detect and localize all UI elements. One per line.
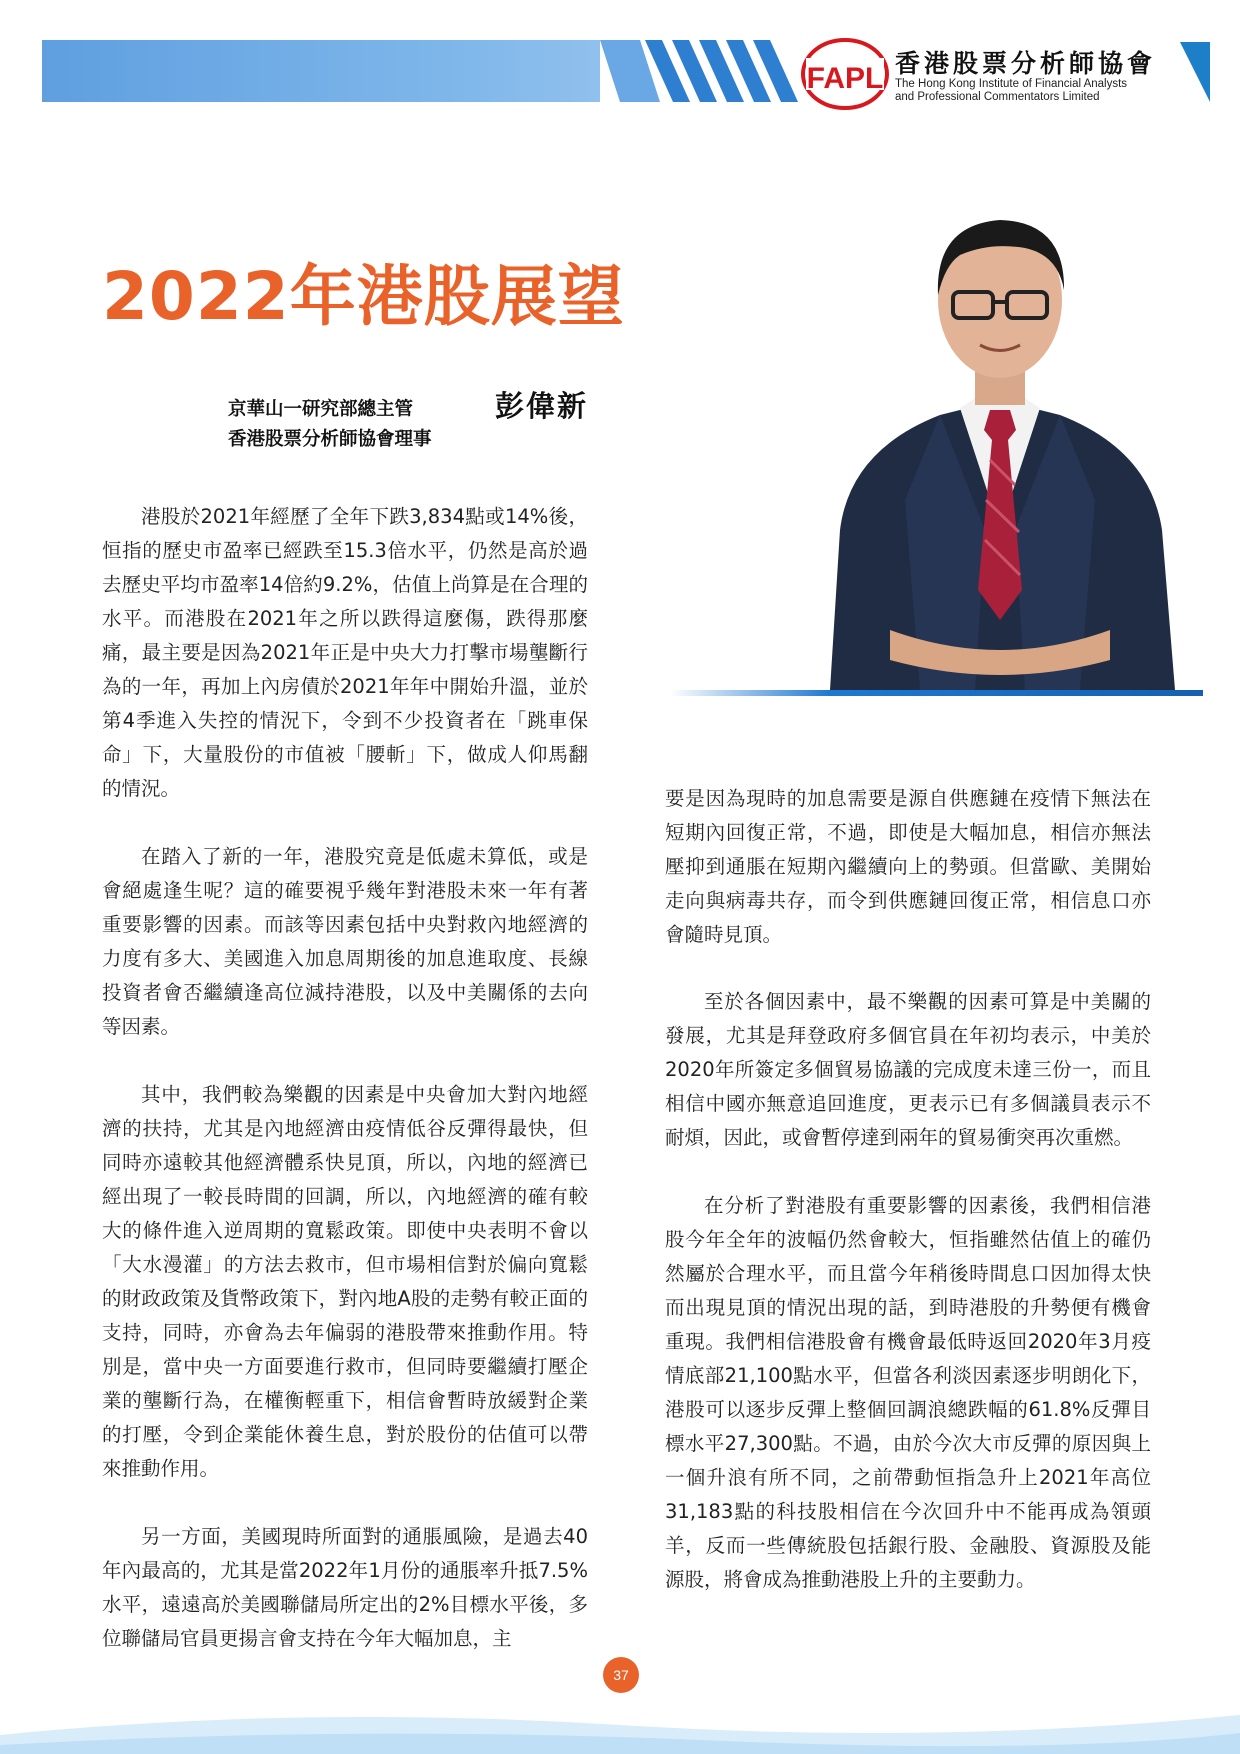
- org-name-english-line2: and Professional Commentators Limited: [895, 91, 1100, 103]
- paragraph-continued: 要是因為現時的加息需要是源自供應鏈在疫情下無法在短期內回復正常，不過，即使是大幅加息，相信亦無法壓抑到通脹在短期內繼續向上的勢頭。但當歐、美開始走向與病毒共存，而令到供應鏈回復正常，相信息口亦會隨時見頂。: [665, 787, 1151, 946]
- author-role: [228, 395, 432, 455]
- article-body-right-column-continued: [665, 782, 1151, 986]
- paragraph: 其中，我們較為樂觀的因素是中央會加大對內地經濟的扶持，尤其是內地經濟由疫情低谷反彈得最快，但同時亦遠較其他經濟體系快見頂，所以，內地的經濟已經出現了一較長時間的回調，所以，內地經濟的確有較大的條件進入逆周期的寬鬆政策。即使中央表明不會以「大水漫灌」的方法去救市，但市場相信對於偏向寬鬆的財政政策及貨幣政策下，對內地A股的走勢有較正面的支持，同時，亦會為去年偏弱的港股帶來推動作用。特別是，當中央一方面要進行救市，但同時要繼續打壓企業的壟斷行為，在權衡輕重下，相信會暫時放緩對企業的打壓，令到企業能休養生息，對於股份的估值可以帶來推動作用。: [102, 1083, 588, 1480]
- article-body-left-column: [102, 500, 588, 1690]
- author-portrait: [810, 200, 1190, 690]
- paragraph: 至於各個因素中，最不樂觀的因素可算是中美關的發展，尤其是拜登政府多個官員在年初均表示，中美於2020年所簽定多個貿易協議的完成度未達三份一，而且相信中國亦無意追回進度，更表示已有多個議員表示不耐煩，因此，或會暫停達到兩年的貿易衝突再次重燃。: [665, 990, 1151, 1149]
- paragraph: 另一方面，美國現時所面對的通脹風險，是過去40年內最高的，尤其是當2022年1月份的通脹率升抵7.5%水平，遠遠高於美國聯儲局所定出的2%目標水平後，多位聯儲局官員更揚言會支持在今年大幅加息，主: [102, 1525, 588, 1650]
- author-name: 彭偉新: [495, 389, 589, 423]
- portrait-underline-rule: [670, 690, 1203, 696]
- page-number: 37: [603, 1657, 639, 1693]
- svg-text:FAPL: FAPL: [806, 62, 884, 95]
- paragraph: 港股於2021年經歷了全年下跌3,834點或14%後，恒指的歷史市盈率已經跌至15.3倍水平，仍然是高於過去歷史平均市盈率14倍約9.2%，估值上尚算是在合理的水平。而港股在2021年之所以跌得這麼傷，跌得那麼痛，最主要是因為2021年正是中央大力打擊市場壟斷行為的一年，再加上內房債於2021年年中開始升溫，並於第4季進入失控的情況下，令到不少投資者在「跳車保命」下，大量股份的市值被「腰斬」下，做成人仰馬翻的情況。: [102, 505, 588, 800]
- article-title: 2022年港股展望: [102, 258, 625, 335]
- hkfapl-logo: [800, 38, 890, 110]
- author-role-line1: 京華山一研究部總主管: [228, 399, 414, 420]
- article-body-right-column: [665, 985, 1151, 1631]
- org-name-english: [895, 78, 1195, 104]
- paragraph: 在分析了對港股有重要影響的因素後，我們相信港股今年全年的波幅仍然會較大，恒指雖然估值上的確仍然屬於合理水平，而且當今年稍後時間息口因加得太快而出現見頂的情況出現的話，到時港股的升勢便有機會重現。我們相信港股會有機會最低時返回2020年3月疫情底部21,100點水平，但當各利淡因素逐步明朗化下，港股可以逐步反彈上整個回調浪總跌幅的61.8%反彈目標水平27,300點。不過，由於今次大市反彈的原因與上一個升浪有所不同，之前帶動恒指急升上2021年高位31,183點的科技股相信在今次回升中不能再成為領頭羊，反而一些傳統股包括銀行股、金融股、資源股及能源股，將會成為推動港股上升的主要動力。: [665, 1194, 1151, 1591]
- org-name-chinese: 香港股票分析師協會: [895, 49, 1157, 78]
- header-stripes-decoration: [600, 40, 820, 102]
- author-role-line2: 香港股票分析師協會理事: [228, 429, 432, 450]
- footer-wave-decoration: [0, 1695, 1240, 1754]
- org-name-english-line1: The Hong Kong Institute of Financial Analysts: [895, 78, 1128, 90]
- paragraph: 在踏入了新的一年，港股究竟是低處未算低，或是會絕處逢生呢？這的確要視乎幾年對港股未來一年有著重要影響的因素。而該等因素包括中央對救內地經濟的力度有多大、美國進入加息周期後的加息進取度、長線投資者會否繼續逢高位減持港股，以及中美關係的去向等因素。: [102, 845, 588, 1038]
- corner-triangle-decoration: [1180, 42, 1210, 102]
